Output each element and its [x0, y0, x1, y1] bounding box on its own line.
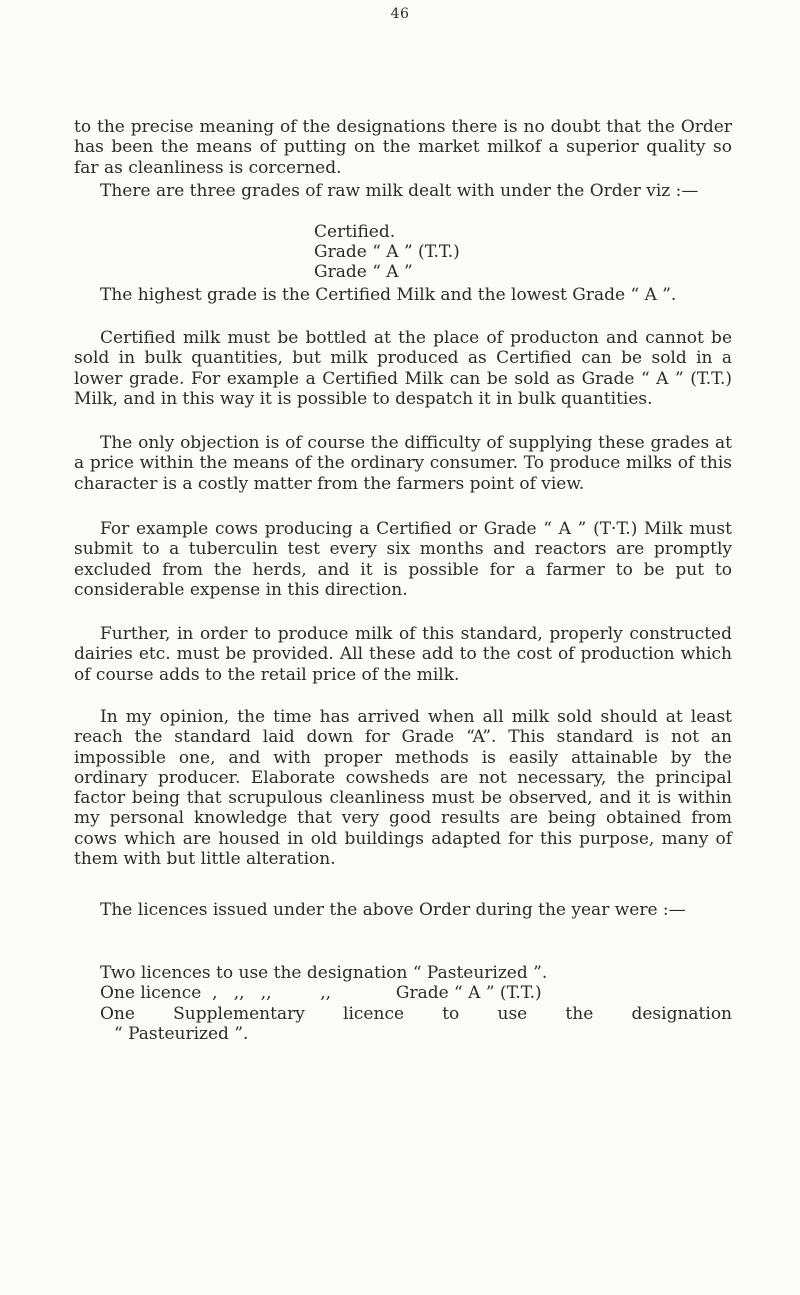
page-number: 46: [390, 6, 410, 22]
grade-certified: Certified.: [314, 222, 396, 242]
paragraph-1: to the precise meaning of the designations there is no doubt that the Order has been the means of putting on the market milkof a superior quality so far as cleanliness is corcerned.: [74, 117, 732, 178]
paragraph-6: For example cows producing a Certified or Grade “ A ” (T·T.) Milk must submit to a tuberculin test every six months and reactors are promptly excluded from the herds, and it is possible for a farmer to be put to considerable expense in this direction.: [74, 519, 732, 600]
licence-line-4: “ Pasteurized ”.: [114, 1024, 249, 1044]
grade-a: Grade “ A ”: [314, 262, 413, 282]
licence-line-3: One Supplementary licence to use the designation: [100, 1004, 732, 1024]
licence-line-2: One licence , ,, ,, ,, Grade “ A ” (T.T.): [100, 983, 542, 1003]
paragraph-5: The only objection is of course the difficulty of supplying these grades at a price within the means of the ordinary consumer. To produce milks of this character is a costly matter from the farmers point of view.: [74, 433, 732, 494]
paragraph-3: The highest grade is the Certified Milk and the lowest Grade “ A ”.: [100, 285, 677, 305]
grade-a-tt: Grade “ A ” (T.T.): [314, 242, 460, 262]
paragraph-4: Certified milk must be bottled at the place of producton and cannot be sold in bulk quantities, but milk produced as Certified can be sold in a lower grade. For example a Certified Milk can be sold as Grade “ A ” (T.T.) Milk, and in this way it is possible to despatch it in bulk quantities.: [74, 328, 732, 409]
licence-line-1: Two licences to use the designation “ Pasteurized ”.: [100, 963, 548, 983]
paragraph-8: In my opinion, the time has arrived when all milk sold should at least reach the standard laid down for Grade “A”. This standard is not an impossible one, and with proper methods is easily attainable by the ordinary producer. Elaborate cowsheds are not necessary, the principal factor being that scrupulous cleanliness must be observed, and it is within my personal knowledge that very good results are being obtained from cows which are housed in old buildings adapted for this purpose, many of them with but little alteration.: [74, 707, 732, 870]
paragraph-2: There are three grades of raw milk dealt with under the Order viz :—: [100, 181, 699, 201]
paragraph-9: The licences issued under the above Order during the year were :—: [100, 900, 686, 920]
paragraph-7: Further, in order to produce milk of this standard, properly constructed dairies etc. must be provided. All these add to the cost of production which of course adds to the retail price of the milk.: [74, 624, 732, 685]
